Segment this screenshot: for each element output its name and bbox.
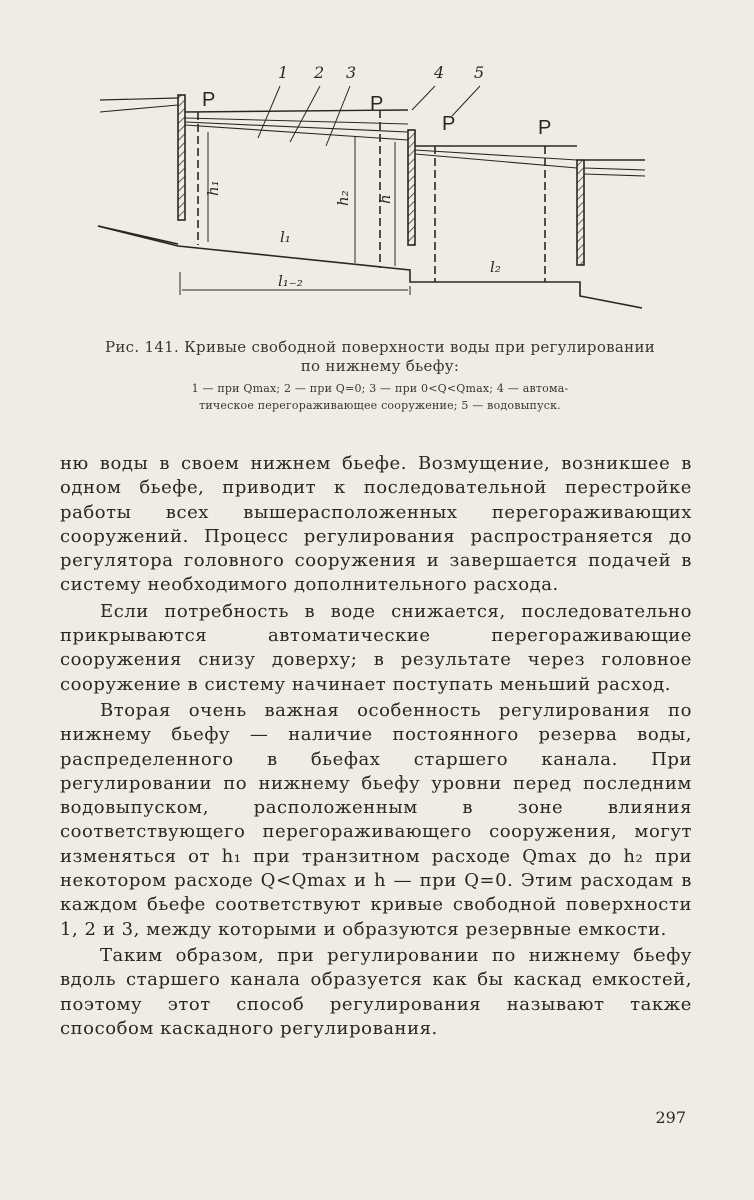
paragraph-3: Вторая очень важная особенность регулирования по нижнему бьефу — наличие постоянного резерва воды, распределенного в бьефах старшего канала. При регулировании по нижнему бьефу уровни перед последним водовыпуском, расположенным в зоне влияния соответствующего перегораживающего сооружения, могут изменяться от h₁ при транзитном расходе Qmax до h₂ при некотором расходе Q<Qmax и h — при Q=0. Этим расходам в каждом бьефе соответствуют кривые свободной поверхности 1, 2 и 3, между которыми и образуются резервные емкости. (60, 699, 692, 940)
gate-marker-p1: P (202, 89, 216, 111)
gate-marker-p3: P (442, 113, 456, 135)
channel-diagram (90, 50, 660, 320)
label-l12: l₁₋₂ (278, 272, 303, 290)
gate-auto-4 (408, 130, 415, 245)
caption-legend-line-1: 1 — при Qmax; 2 — при Q=0; 3 — при 0<Q<Qmax; 4 — автома- (191, 382, 569, 395)
paragraph-4: Таким образом, при регулировании по нижнему бьефу вдоль старшего канала образуется как бы каскад емкостей, поэтому этот способ регулирования называют также способом каскадного регулирования. (60, 944, 692, 1039)
label-l1: l₁ (280, 228, 291, 246)
label-h2: h₂ (334, 190, 352, 206)
paragraph-2: Если потребность в воде снижается, последовательно прикрываются автоматические перегораживающие сооружения снизу доверху; в результате через головное сооружение в систему начинает поступать меньший расход. (60, 600, 692, 695)
gate-right (577, 160, 584, 265)
page-number: 297 (655, 1108, 686, 1127)
label-h1: h₁ (204, 180, 222, 196)
figure-141 (90, 50, 660, 320)
channel-bed (98, 226, 642, 308)
callout-4: 4 (434, 63, 445, 82)
callout-1: 1 (278, 63, 289, 82)
left-bank-line (98, 226, 178, 244)
label-h: h (376, 194, 394, 204)
callout-2: 2 (314, 63, 325, 82)
caption-legend-line-2: тическое перегораживающее сооружение; 5 — водовыпуск. (199, 399, 561, 412)
paragraph-1: ню воды в своем нижнем бьефе. Возмущение, возникшее в одном бьефе, приводит к последовательной перестройке работы всех вышерасположенных перегораживающих сооружений. Процесс регулирования распространяется до регулятора головного сооружения и завершается подачей в систему необходимого дополнительного расхода. (60, 453, 692, 596)
caption-legend (100, 380, 660, 414)
callout-5: 5 (474, 63, 485, 82)
gate-marker-p2: P (370, 93, 384, 115)
callout-3: 3 (346, 63, 357, 82)
caption-title: Рис. 141. Кривые свободной поверхности воды при регулировании по нижнему бьефу: (104, 338, 656, 375)
gate-marker-p4: P (538, 117, 552, 139)
figure-caption (100, 338, 660, 414)
label-l2: l₂ (490, 258, 501, 276)
gate-left (178, 95, 185, 220)
body-text (60, 452, 692, 1041)
